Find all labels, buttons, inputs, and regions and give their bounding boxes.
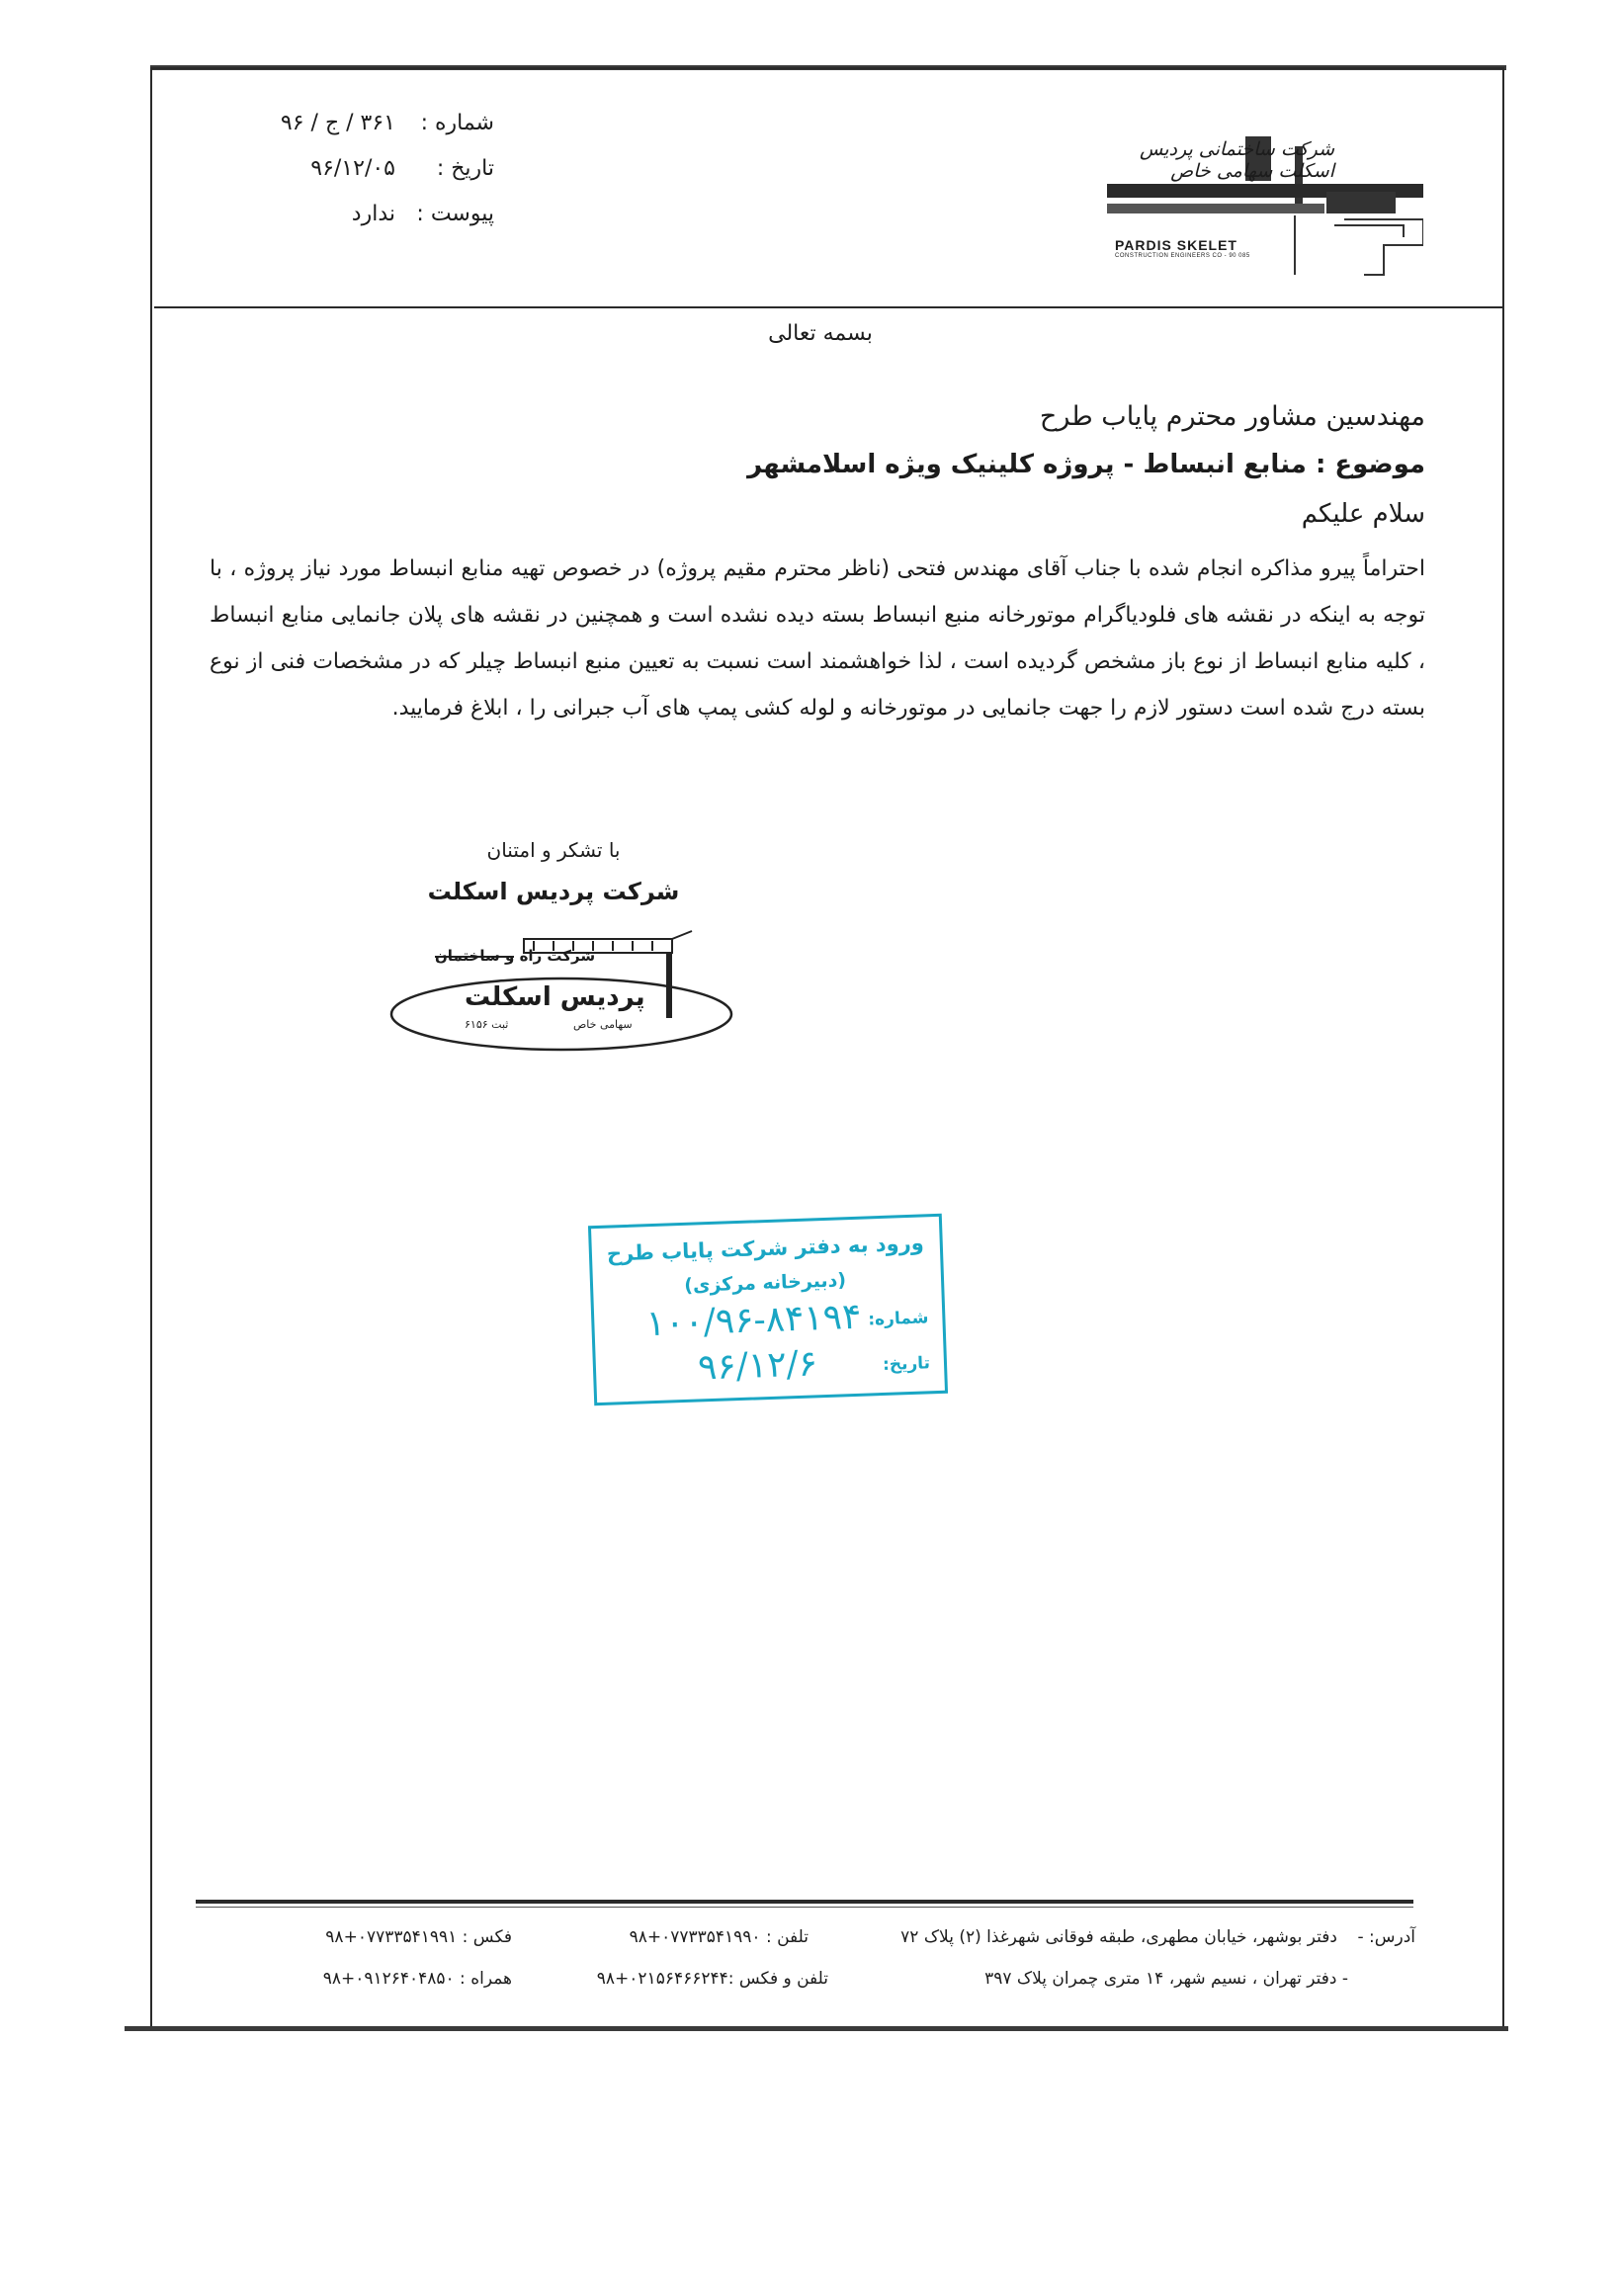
received-stamp	[588, 1214, 948, 1405]
footer-bushehr-phone: تلفن : ۰۷۷۳۳۵۴۱۹۹۰+۹۸	[629, 1927, 809, 1947]
letter-frame	[150, 67, 1504, 2030]
attachment-value: ندارد	[351, 202, 395, 226]
seal-line-1: شرکت راه و ساختمان	[435, 947, 596, 965]
attachment-label: پیوست :	[416, 202, 494, 226]
date-label: تاریخ :	[436, 156, 494, 181]
frame-bottom-rule	[125, 2026, 1508, 2031]
letter-body: احتراماً پیرو مذاکره انجام شده با جناب آقای مهندس فتحی (ناظر محترم مقیم پروژه) در خصوص تهیه منابع انبساط مورد نیاز پروژه ، با توجه به اینکه در نقشه های فلودیاگرام موتورخانه منبع انبساط بسته دیده نشده است و همچنین در نقشه های پلان جانمایی منابع انبساط ، کلیه منابع انبساط از نوع باز مشخص گردیده است ، لذا خواهشمند است نسبت به تعیین منبع انبساط چیلر که در مشخصات فنی از نوع بسته درج شده است دستور لازم را جهت جانمایی در موتورخانه و لوله کشی پمپ های آب جبرانی را ، ابلاغ فرمایید.	[210, 556, 1425, 721]
addressee: مهندسین مشاور محترم پایاب طرح	[1039, 401, 1425, 432]
stamp-number-value: ۱۰۰/۹۶-۸۴۱۹۴	[645, 1296, 863, 1345]
seal-line-2: پردیس اسکلت	[465, 982, 645, 1012]
letter-date	[267, 156, 494, 181]
closing: با تشکر و امتنان	[486, 838, 621, 862]
footer-tehran-mobile: همراه : ۰۹۱۲۶۴۰۴۸۵۰+۹۸	[322, 1969, 512, 1989]
logo-subtitle: CONSTRUCTION ENGINEERS CO - 90 085	[1115, 253, 1250, 259]
footer-address-label: آدرس: -	[1357, 1927, 1415, 1947]
bismillah: بسمه تعالی	[768, 321, 873, 346]
stamp-number-label: شماره:	[867, 1308, 929, 1330]
subject: موضوع : منابع انبساط - پروژه کلینیک ویژه اسلامشهر	[747, 450, 1425, 479]
footer-rule-thin	[196, 1907, 1413, 1908]
letter-number	[267, 111, 494, 135]
stamp-date-label: تاریخ:	[882, 1353, 931, 1375]
seal-line-3: سهامی خاص	[573, 1018, 633, 1031]
stamp-title: ورود به دفتر شرکت پایاب طرح	[606, 1231, 925, 1266]
footer-bushehr-address: دفتر بوشهر، خیابان مطهری، طبقه فوقانی شهرغذا (۲) پلاک ۷۲	[900, 1927, 1337, 1947]
footer-tehran-address: - دفتر تهران ، نسیم شهر، ۱۴ متری چمران پلاک ۳۹۷	[984, 1969, 1348, 1989]
greeting: سلام علیکم	[1301, 499, 1425, 529]
footer-bushehr-fax: فکس : ۰۷۷۳۳۵۴۱۹۹۱+۹۸	[325, 1927, 512, 1947]
header-divider	[154, 306, 1502, 308]
letter-attachment	[267, 202, 494, 226]
stamp-date-value: ۹۶/۱۲/۶	[697, 1343, 818, 1389]
seal-line-4: ثبت ۶۱۵۶	[465, 1018, 509, 1031]
date-value: ۹۶/۱۲/۰۵	[310, 156, 395, 181]
footer-tehran-phone: تلفن و فکس :۰۲۱۵۶۴۶۶۲۴۴+۹۸	[596, 1969, 828, 1989]
footer-rule	[196, 1900, 1413, 1904]
number-label: شماره :	[420, 111, 494, 135]
number-value: ۳۶۱ / ج / ۹۶	[280, 111, 395, 135]
logo-name-en: PARDIS SKELET	[1115, 237, 1237, 253]
logo-name-fa: شرکت ساختمانی پردیس اسکلت سهامی خاص	[1139, 138, 1334, 182]
sender-company: شرکت پردیس اسکلت	[427, 878, 680, 905]
stamp-subtitle: (دبیرخانه مرکزی)	[683, 1269, 847, 1297]
